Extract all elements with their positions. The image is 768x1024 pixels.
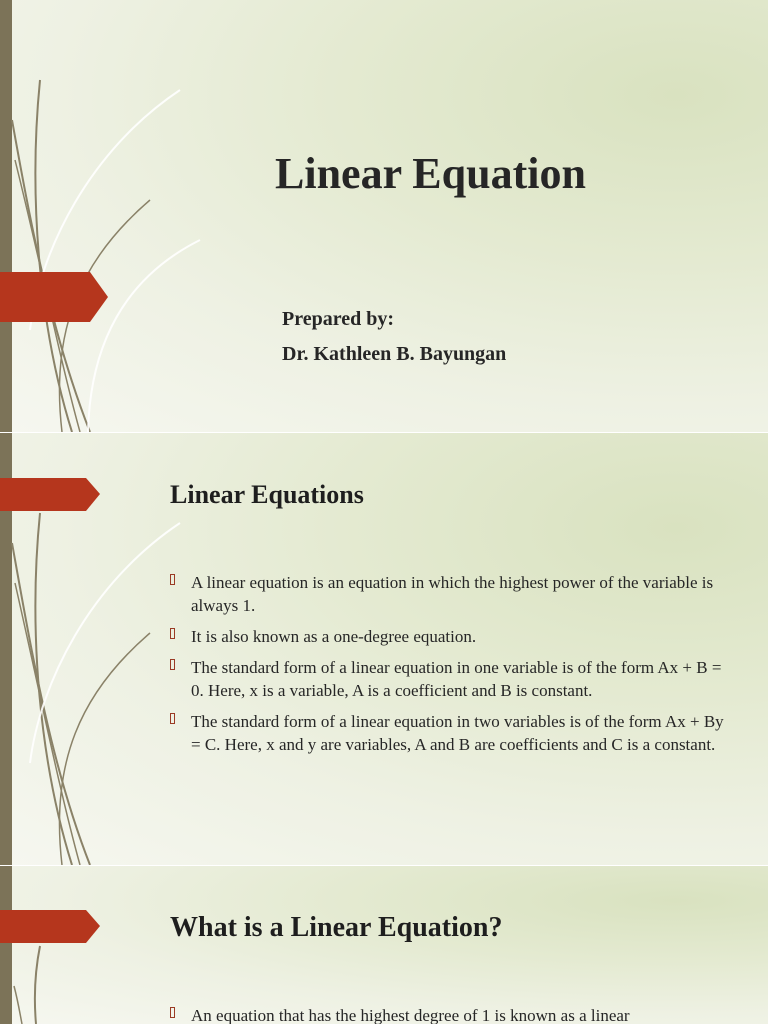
bullet-text: An equation that has the highest degree of 1 is known as a linear	[191, 1006, 630, 1024]
author-name: Dr. Kathleen B. Bayungan	[282, 343, 507, 365]
bullet-text: A linear equation is an equation in which the highest power of the variable is always 1.	[191, 573, 714, 615]
prepared-by-label: Prepared by:	[282, 308, 395, 330]
slide-title: Linear Equations	[170, 480, 364, 509]
linear-equations-slide	[0, 433, 768, 865]
bullet-icon	[170, 659, 175, 670]
list-item	[170, 625, 730, 648]
bullet-icon	[170, 713, 175, 724]
list-item	[170, 571, 730, 617]
title-slide	[0, 0, 768, 432]
decorative-curves	[0, 0, 220, 432]
list-item	[170, 656, 730, 702]
what-is-linear-equation-slide	[0, 866, 768, 1024]
bullet-list	[170, 571, 730, 764]
bullet-icon	[170, 628, 175, 639]
list-item	[170, 1004, 730, 1024]
decorative-curves	[0, 866, 220, 1024]
accent-arrow	[0, 272, 110, 322]
slide-title: What is a Linear Equation?	[170, 912, 503, 943]
slide-title: Linear Equation	[275, 149, 586, 198]
bullet-icon	[170, 574, 175, 585]
list-item	[170, 710, 730, 756]
bullet-text: It is also known as a one-degree equation.	[191, 627, 477, 646]
accent-arrow	[0, 910, 102, 943]
bullet-text: The standard form of a linear equation in two variables is of the form Ax + By = C. Here, x and y are variables, A and B are coefficients and C is a constant.	[191, 712, 724, 754]
bullet-list	[170, 1004, 730, 1024]
bullet-icon	[170, 1007, 175, 1018]
bullet-text: The standard form of a linear equation in one variable is of the form Ax + B = 0. Here, x is a variable, A is a coefficient and B is constant.	[191, 658, 722, 700]
accent-arrow	[0, 478, 102, 511]
